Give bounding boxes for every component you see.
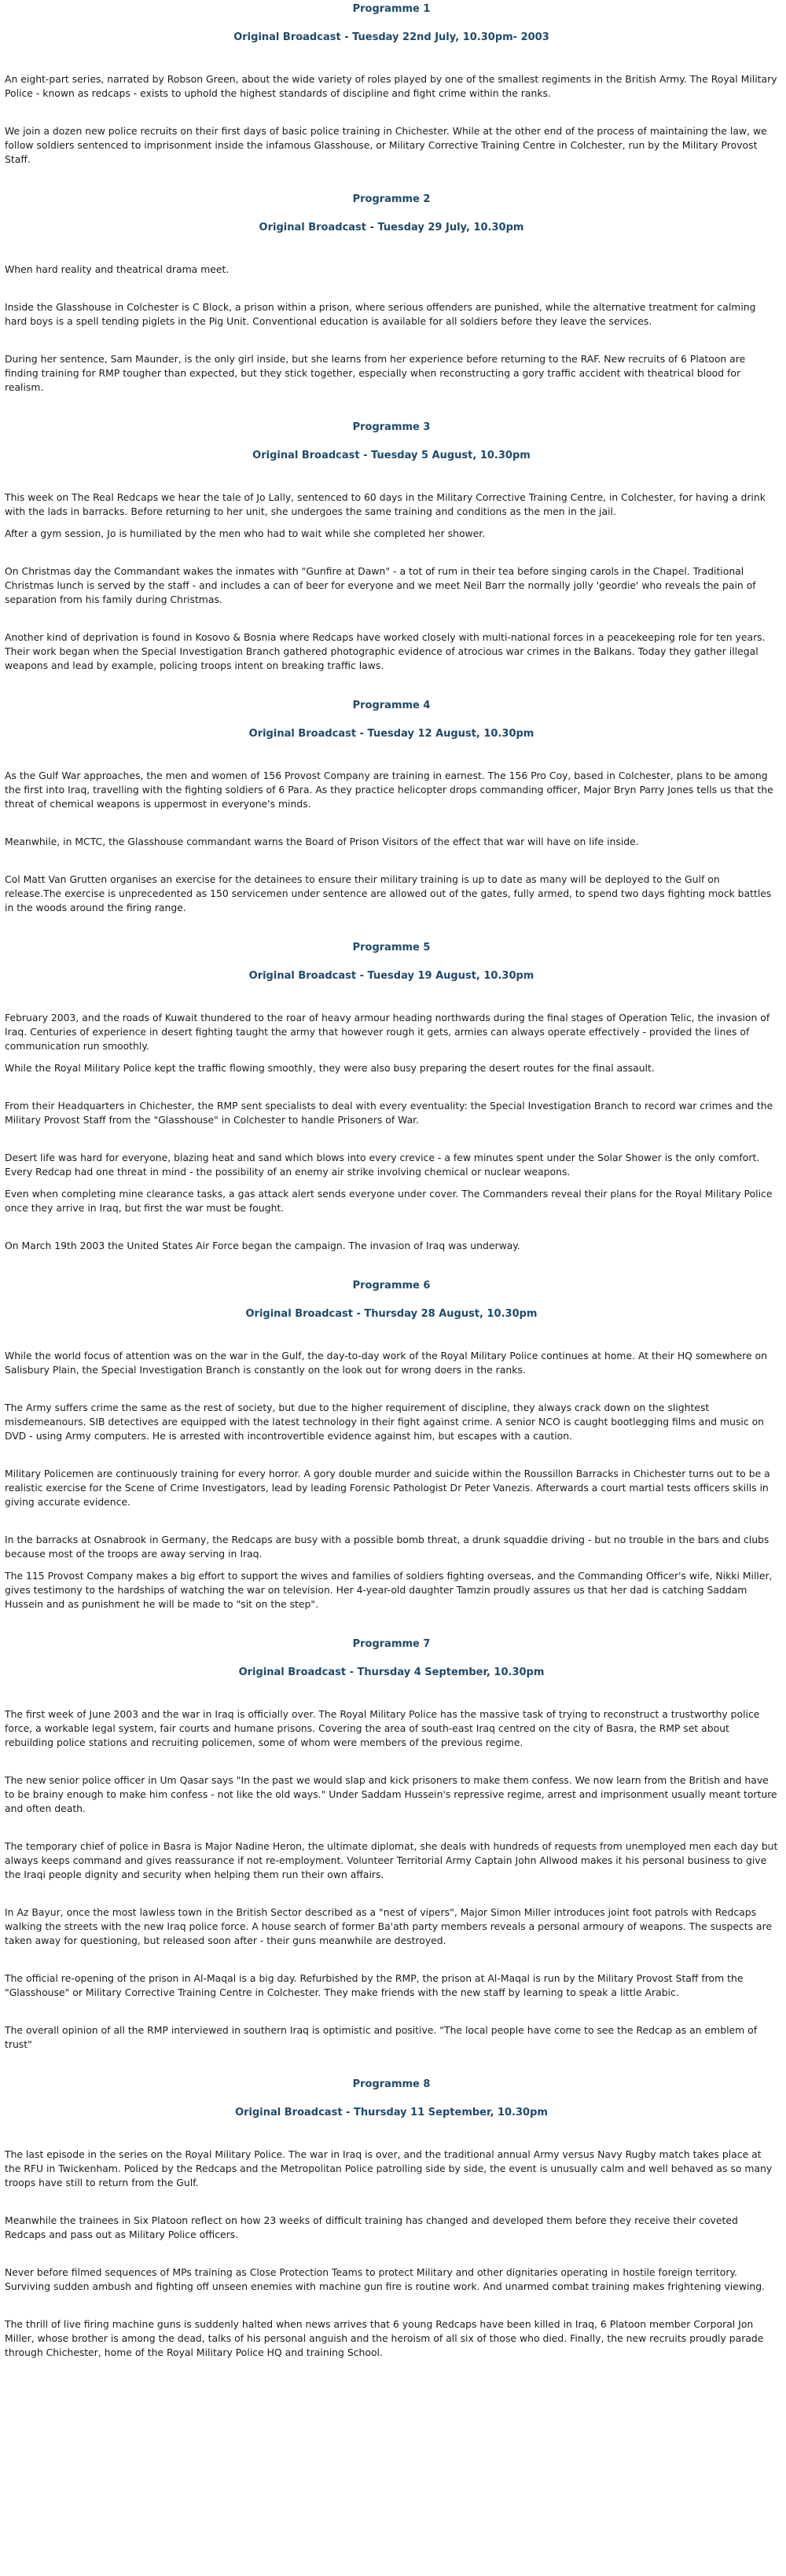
- paragraph: During her sentence, Sam Maunder, is the only girl inside, but she learns from her experience before returning to the RAF. New recruits of 6 Platoon are finding training for RMP tougher than expected, but they stick together, especially when reconstructing a gory traffic accident with theatrical blood for realism.: [5, 353, 746, 393]
- paragraph: After a gym session, Jo is humiliated by the men who had to wait while she completed her shower.: [5, 527, 486, 539]
- paragraph: February 2003, and the roads of Kuwait thundered to the roar of heavy armour heading northwards during the final stages of Operation Telic, the invasion of Iraq. Centuries of experience in desert fighting taught the army that however rough it gets, armies can always operate effectively - provided the lines of communication run smoothly.: [5, 1012, 770, 1052]
- paragraph: From their Headquarters in Chichester, the RMP sent specialists to deal with every eventuality: the Special Investigation Branch to record war crimes and the Military Provost Staff from the "Glasshouse" in Colchester to handle Prisoners of War.: [5, 1100, 773, 1126]
- paragraph: The last episode in the series on the Royal Military Police. The war in Iraq is over, and the traditional annual Army versus Navy Rugby match takes place at the RFU in Twickenham. Policed by the Redcaps and the Metropolitan Police patrolling side by side, the event is unusually calm and well behaved as so many troops have still to return from the Gulf.: [5, 2148, 773, 2188]
- programme-title: Programme 6: [352, 1280, 431, 1292]
- paragraph: Even when completing mine clearance tasks, a gas attack alert sends everyone under cover. The Commanders reveal their plans for the Royal Military Police once they arrive in Iraq, but first the war must be fought.: [5, 1188, 773, 1214]
- paragraph: The thrill of live firing machine guns is suddenly halted when news arrives that 6 young Redcaps have been killed in Iraq, 6 Platoon member Corporal Jon Miller, whose brother is among the dead, talks of his personal anguish and the heroism of all six of those who died. Finally, the new recruits proudly parade through Chichester, home of the Royal Military Police HQ and training School.: [5, 2318, 764, 2358]
- programme-title: Programme 5: [352, 942, 431, 954]
- paragraph: Another kind of deprivation is found in Kosovo & Bosnia where Redcaps have worked closely with multi-national forces in a peacekeeping role for ten years. Their work began when the Special Investigation Branch gathered photographic evidence of atrocious war crimes in the Balkans. Today they gather illegal weapons and lead by example, policing troops intent on breaking traffic laws.: [5, 631, 766, 671]
- paragraph: Never before filmed sequences of MPs training as Close Protection Teams to protect Military and other dignitaries operating in hostile foreign territory. Surviving sudden ambush and fighting off unseen enemies with machine gun fire is routine work. And unarmed combat training makes frightening viewing.: [5, 2266, 766, 2292]
- programme-title: Programme 1: [352, 3, 431, 15]
- paragraph: The new senior police officer in Um Qasar says "In the past we would slap and kick prisoners to make them confess. We now learn from the British and have to be brainy enough to make him confess - not like the old ways." Under Saddam Hussein's repressive regime, arrest and imprisonment usually meant torture and often death.: [5, 1774, 777, 1814]
- programme-section: [5, 1277, 778, 1611]
- programme-title: Programme 2: [352, 193, 431, 205]
- paragraph: On March 19th 2003 the United States Air Force began the campaign. The invasion of Iraq was underway.: [5, 1240, 520, 1251]
- paragraph: Military Policemen are continuously training for every horror. A gory double murder and suicide within the Roussillon Barracks in Chichester turns out to be a realistic exercise for the Scene of Crime Investigators, lead by leading Forensic Pathologist Dr Peter Vanezis. Afterwards a court martial tests officers skills in giving accurate evidence.: [5, 1468, 770, 1508]
- paragraph: As the Gulf War approaches, the men and women of 156 Provost Company are training in earnest. The 156 Pro Coy, based in Colchester, plans to be among the first into Iraq, travelling with the fighting soldiers of 6 Para. As they practice helicopter drops commanding officer, Major Bryn Parry Jones tells us that the threat of chemical weapons is uppermost in everyone's minds.: [5, 770, 773, 810]
- broadcast-date: Original Broadcast - Tuesday 19 August, 10.30pm: [248, 970, 534, 982]
- broadcast-date: Original Broadcast - Thursday 28 August, 10.30pm: [245, 1308, 538, 1320]
- broadcast-date: Original Broadcast - Thursday 4 September, 10.30pm: [238, 1666, 545, 1678]
- programme-section: [5, 2075, 778, 2360]
- paragraph: The 115 Provost Company makes a big effort to support the wives and families of soldiers fighting overseas, and the Commanding Officer's wife, Nikki Miller, gives testimony to the hardships of watching the war on television. Her 4-year-old daughter Tamzin proudly assures us that her dad is catching Saddam Hussein and as punishment he will be made to "sit on the step".: [5, 1570, 773, 1610]
- paragraph: Desert life was hard for everyone, blazing heat and sand which blows into every crevice - a few minutes spent under the Solar Shower is the only comfort. Every Redcap had one threat in mind - the possibility of an enemy air strike involving chemical or nuclear weapons.: [5, 1152, 760, 1178]
- paragraph: We join a dozen new police recruits on their first days of basic police training in Chichester. While at the other end of the process of maintaining the law, we follow soldiers sentenced to imprisonment inside the infamous Glasshouse, or Military Corrective Training Centre in Colchester, run by the Military Provost Staff.: [5, 125, 767, 165]
- paragraph: The first week of June 2003 and the war in Iraq is officially over. The Royal Military Police has the massive task of trying to reconstruct a trustworthy police force, a workable legal system, fair courts and humane prisons. Covering the area of south-east Iraq centred on the city of Basra, the RMP set about rebuilding police stations and recruiting policemen, some of whom were members of the previous regime.: [5, 1708, 760, 1748]
- paragraph: In the barracks at Osnabrook in Germany, the Redcaps are busy with a possible bomb threat, a drunk squaddie driving - but no trouble in the bars and clubs because most of the troops are away serving in Iraq.: [5, 1534, 769, 1560]
- broadcast-date: Original Broadcast - Tuesday 12 August, 10.30pm: [248, 728, 534, 740]
- programme-section: [5, 418, 778, 673]
- programme-section: [5, 1635, 778, 2052]
- broadcast-date: Original Broadcast - Thursday 11 September, 10.30pm: [235, 2107, 548, 2118]
- paragraph: In Az Bayur, once the most lawless town in the British Sector described as a "nest of vipers", Major Simon Miller introduces joint foot patrols with Redcaps walking the streets with the new Iraq police force. A house search of former Ba'ath party members reveals a personal armoury of weapons. The suspects are taken away for questioning, but released soon after - their guns meanwhile are destroyed.: [5, 1906, 773, 1946]
- paragraph: The official re-opening of the prison in Al-Maqal is a big day. Refurbished by the RMP, the prison at Al-Maqal is run by the Military Provost Staff from the "Glasshouse" or Military Corrective Training Centre in Colchester. They make friends with the new staff by learning to speak a little Arabic.: [5, 1972, 744, 1998]
- broadcast-date: Original Broadcast - Tuesday 5 August, 10.30pm: [252, 450, 531, 461]
- paragraph: On Christmas day the Commandant wakes the inmates with "Gunfire at Dawn" - a tot of rum in their tea before singing carols in the Chapel. Traditional Christmas lunch is served by the staff - and includes a can of beer for everyone and we meet Neil Barr the normally jolly 'geordie' who reveals the pain of separation from his family during Christmas.: [5, 565, 756, 605]
- paragraph: This week on The Real Redcaps we hear the tale of Jo Lally, sentenced to 60 days in the Military Corrective Training Centre, in Colchester, for having a drink with the lads in barracks. Before returning to her unit, she undergoes the same training and conditions as the men in the jail.: [5, 491, 766, 517]
- paragraph: When hard reality and theatrical drama meet.: [5, 263, 230, 275]
- broadcast-date: Original Broadcast - Tuesday 22nd July, 10.30pm- 2003: [233, 31, 549, 43]
- paragraph: Col Matt Van Grutten organises an exercise for the detainees to ensure their military training is up to date as many will be deployed to the Gulf on release.The exercise is unprecedented as 150 servicemen under sentence are allowed out of the gates, fully armed, to spend two days fighting mock battles in the woods around the firing range.: [5, 873, 772, 913]
- programme-section: [5, 0, 778, 167]
- broadcast-date: Original Broadcast - Tuesday 29 July, 10.30pm: [259, 222, 524, 233]
- paragraph: An eight-part series, narrated by Robson Green, about the wide variety of roles played by one of the smallest regiments in the British Army. The Royal Military Police - known as redcaps - exists to uphold the highest standards of discipline and fight crime within the ranks.: [5, 73, 777, 99]
- programme-title: Programme 3: [352, 421, 431, 433]
- paragraph: The Army suffers crime the same as the rest of society, but due to the higher requirement of discipline, they always crack down on the slightest misdemeanours. SIB detectives are equipped with the latest technology in their fight against crime. A senior NCO is caught bootlegging films and music on DVD - using Army computers. He is arrested with incontrovertible evidence against him, but escapes with a caution.: [5, 1402, 765, 1442]
- programme-title: Programme 7: [352, 1638, 431, 1650]
- paragraph: Meanwhile, in MCTC, the Glasshouse commandant warns the Board of Prison Visitors of the effect that war will have on life inside.: [5, 836, 639, 847]
- paragraph: Inside the Glasshouse in Colchester is C Block, a prison within a prison, where serious offenders are punished, while the alternative treatment for calming hard boys is a spell tending piglets in the Pig Unit. Conventional education is available for all soldiers before they leave the services.: [5, 301, 756, 327]
- programme-section: [5, 939, 778, 1253]
- programme-section: [5, 190, 778, 395]
- paragraph: While the world focus of attention was on the war in the Gulf, the day-to-day work of the Royal Military Police continues at home. At their HQ somewhere on Salisbury Plain, the Special Investigation Branch is constantly on the look out for wrong doers in the ranks.: [5, 1350, 767, 1376]
- paragraph: The overall opinion of all the RMP interviewed in southern Iraq is optimistic and positive. "The local people have come to see the Redcap as an emblem of trust": [5, 2024, 758, 2050]
- programme-title: Programme 4: [352, 700, 431, 711]
- paragraph: The temporary chief of police in Basra is Major Nadine Heron, the ultimate diplomat, she deals with hundreds of requests from unemployed men each day but always keeps command and gives reassurance if not re-employment. Volunteer Territorial Army Captain John Allwood makes it his personal business to give the Iraqi people dignity and security when helping them run their own affairs.: [5, 1840, 778, 1880]
- paragraph: Meanwhile the trainees in Six Platoon reflect on how 23 weeks of difficult training has changed and developed them before they receive their coveted Redcaps and pass out as Military Police officers.: [5, 2214, 738, 2240]
- programme-title: Programme 8: [352, 2078, 431, 2090]
- programme-section: [5, 696, 778, 915]
- paragraph: While the Royal Military Police kept the traffic flowing smoothly, they were also busy preparing the desert routes for the final assault.: [5, 1062, 655, 1074]
